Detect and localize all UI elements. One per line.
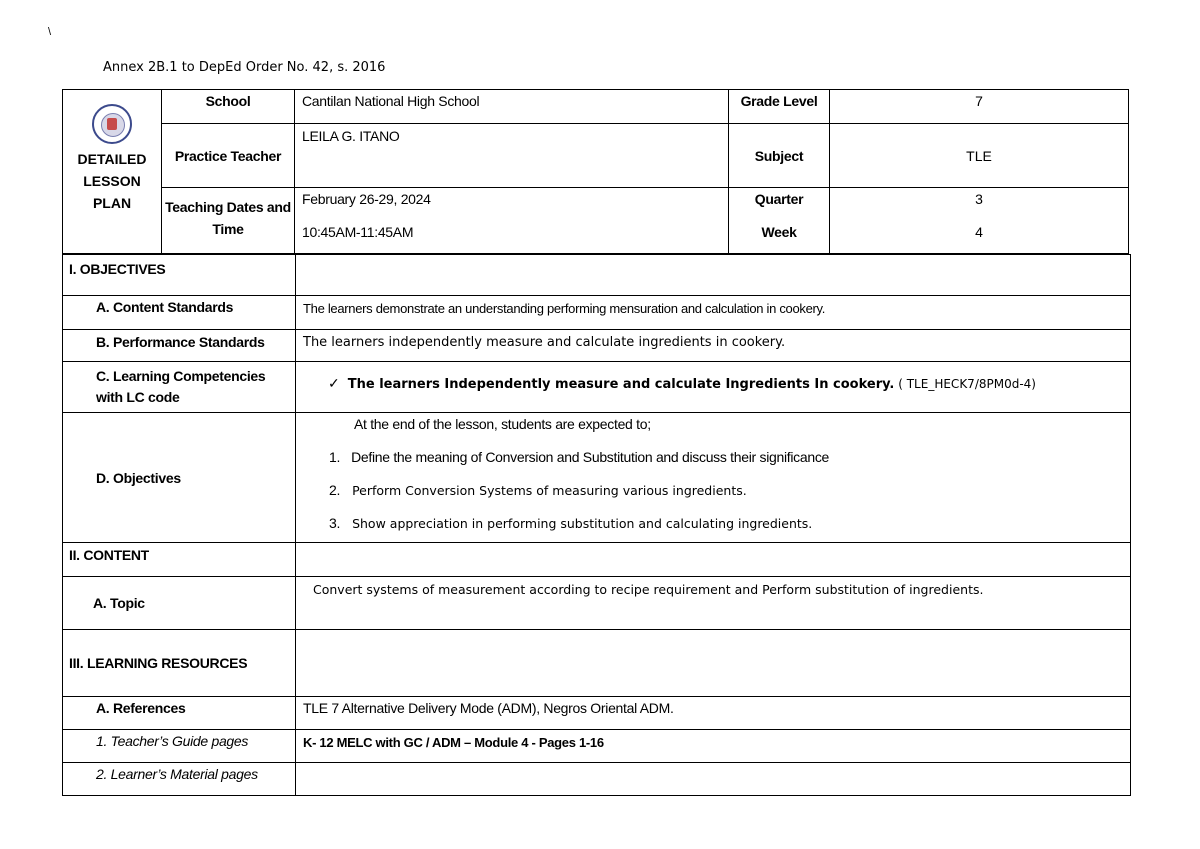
objective-item (329, 482, 747, 498)
deped-seal-icon (92, 104, 132, 144)
quarter-value: 3 (830, 188, 1129, 221)
references-value: TLE 7 Alternative Delivery Mode (ADM), Negros Oriental ADM. (296, 697, 1131, 730)
school-value: Cantilan National High School (295, 90, 729, 124)
time-value: 10:45AM-11:45AM (295, 221, 729, 254)
dlp-title (63, 148, 161, 214)
teachers-guide-label: 1. Teacher’s Guide pages (63, 730, 296, 763)
subject-value: TLE (830, 124, 1129, 188)
lesson-body-table (62, 254, 1131, 796)
subject-label: Subject (729, 124, 830, 188)
objectives-heading-blank (296, 255, 1131, 296)
resources-heading-blank (296, 630, 1131, 697)
topic-value: Convert systems of measurement according to recipe requirement and Perform substitution of ingredients. (296, 577, 1131, 630)
week-value: 4 (830, 221, 1129, 254)
title-line-3: PLAN (92, 195, 132, 211)
objective-text: Show appreciation in performing substitution and calculating ingredients. (352, 516, 813, 531)
resources-heading: III. LEARNING RESOURCES (63, 630, 296, 697)
performance-standards-value: The learners independently measure and calculate ingredients in cookery. (296, 330, 1131, 362)
content-heading-blank (296, 543, 1131, 577)
check-icon: ✓ (328, 375, 340, 391)
objective-item (329, 515, 812, 531)
objectives-heading: I. OBJECTIVES (63, 255, 296, 296)
topic-label: A. Topic (63, 577, 296, 630)
grade-label: Grade Level (729, 90, 830, 124)
objectives-label: D. Objectives (63, 413, 296, 543)
objective-text: Define the meaning of Conversion and Substitution and discuss their significance (351, 449, 830, 465)
teacher-label: Practice Teacher (162, 124, 295, 188)
dates-label: Teaching Dates and Time (162, 188, 295, 254)
objective-number: 1. (329, 449, 341, 465)
teachers-guide-value: K- 12 MELC with GC / ADM – Module 4 - Pages 1-16 (296, 730, 1131, 763)
week-label: Week (729, 221, 830, 254)
competencies-cell (296, 362, 1131, 413)
competencies-label: C. Learning Competencies with LC code (63, 362, 296, 413)
content-standards-label: A. Content Standards (63, 296, 296, 330)
objective-text: Perform Conversion Systems of measuring various ingredients. (352, 483, 747, 498)
dates-value: February 26-29, 2024 (295, 188, 729, 221)
competency-text: The learners Independently measure and calculate Ingredients In cookery. (347, 377, 895, 392)
content-heading: II. CONTENT (63, 543, 296, 577)
school-label: School (162, 90, 295, 124)
content-standards-value: The learners demonstrate an understanding performing mensuration and calculation in cookery. (296, 296, 1131, 330)
objective-item (329, 449, 829, 465)
title-line-2: LESSON (83, 173, 141, 189)
title-line-1: DETAILED (77, 151, 147, 167)
learners-material-value (296, 763, 1131, 796)
grade-value: 7 (830, 90, 1129, 124)
lesson-header-table (62, 89, 1129, 254)
teacher-value: LEILA G. ITANO (295, 124, 729, 188)
title-cell (63, 90, 162, 254)
learners-material-label: 2. Learner’s Material pages (63, 763, 296, 796)
quarter-label: Quarter (729, 188, 830, 221)
objective-number: 3. (329, 515, 341, 531)
objectives-list (296, 413, 1131, 543)
annex-reference: Annex 2B.1 to DepEd Order No. 42, s. 2016 (103, 60, 386, 75)
stray-mark: \ (48, 26, 52, 38)
references-label: A. References (63, 697, 296, 730)
objective-number: 2. (329, 482, 341, 498)
objectives-intro: At the end of the lesson, students are expected to; (354, 416, 651, 432)
competency-code: ( TLE_HECK7/8PM0d-4) (898, 377, 1036, 391)
performance-standards-label: B. Performance Standards (63, 330, 296, 362)
